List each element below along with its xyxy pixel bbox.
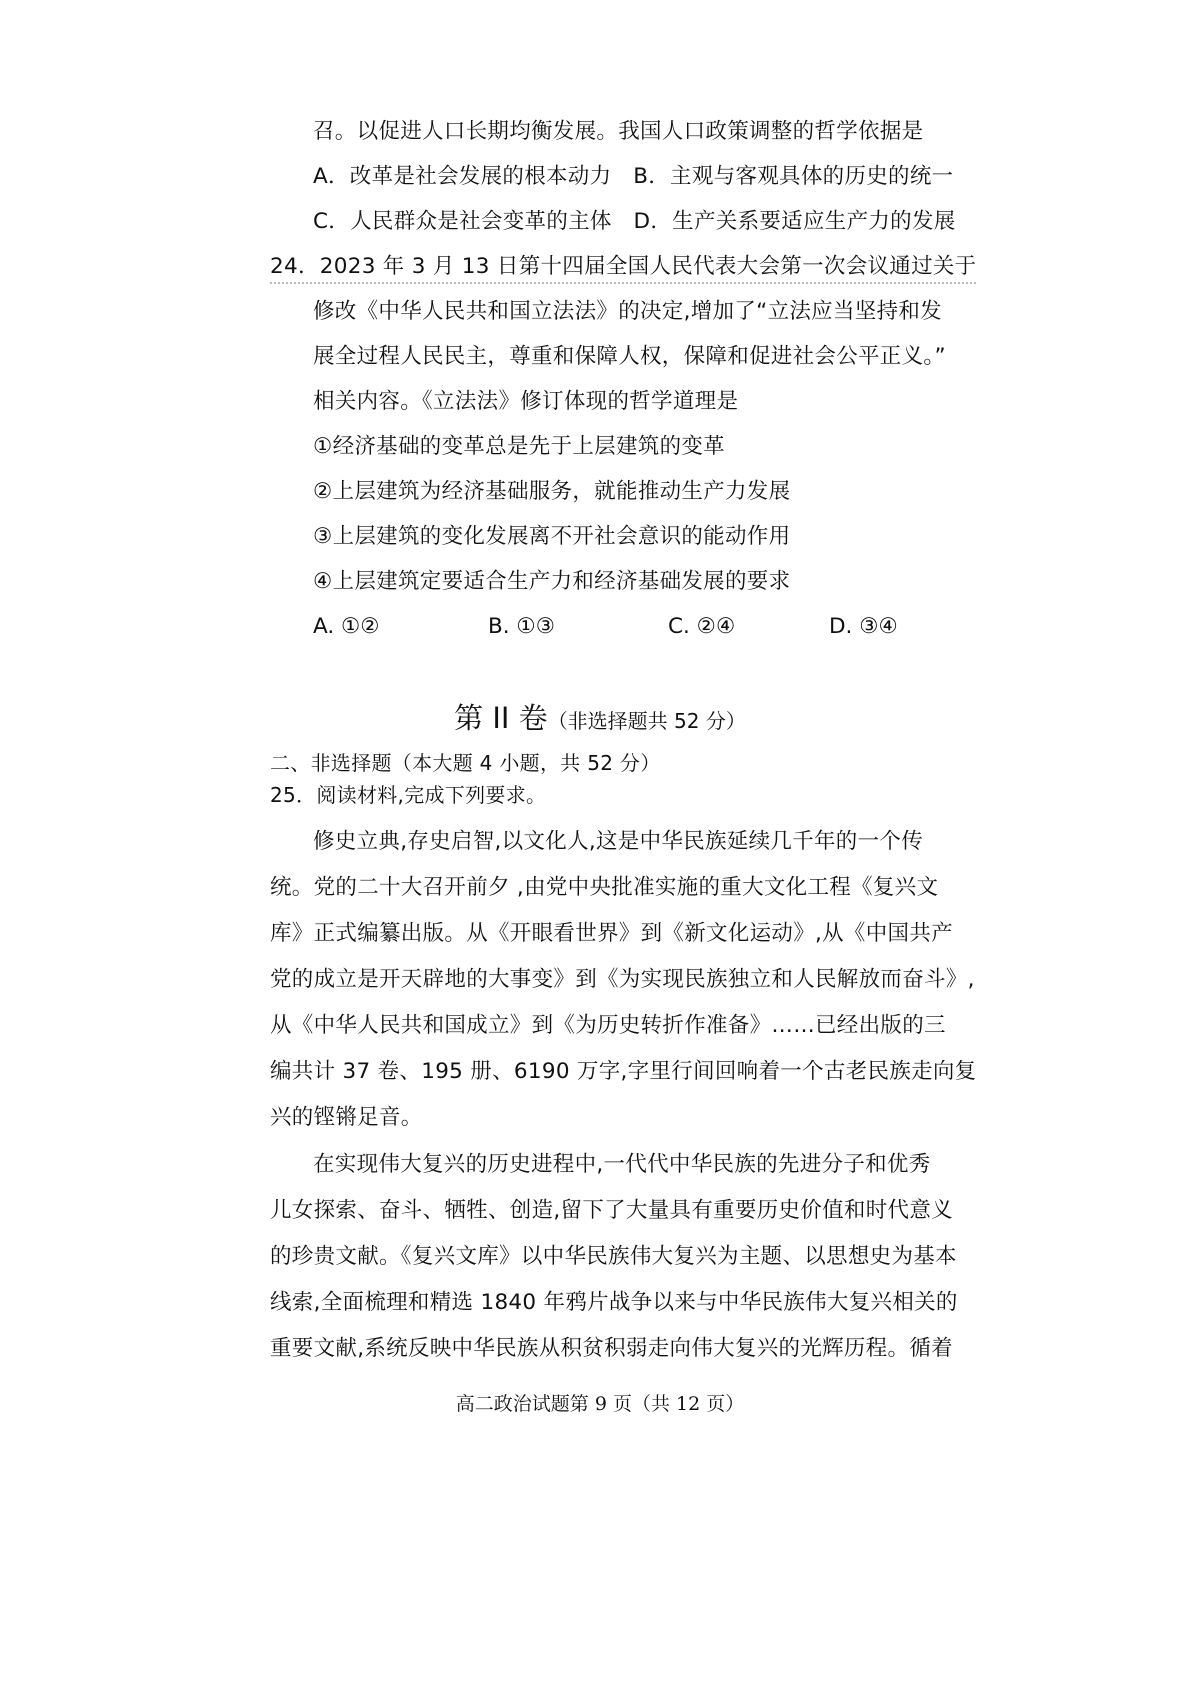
part2-subtitle: （非选择题共 52 分） — [547, 709, 746, 733]
passage-p2-line-3: 的珍贵文献。《复兴文库》以中华民族伟大复兴为主题、以思想史为基本 — [270, 1244, 957, 1269]
q24-option-d: D. ③④ — [829, 614, 898, 639]
q24-option-c: C. ②④ — [668, 614, 736, 639]
part2-title: 第 II 卷 — [454, 701, 548, 735]
q24-stem-line-1: 24．2023 年 3 月 13 日第十四届全国人民代表大会第一次会议通过关于 — [270, 252, 976, 284]
q24-option-b: B. ①③ — [488, 614, 555, 639]
q24-item-4: ④上层建筑定要适合生产力和经济基础发展的要求 — [313, 569, 791, 594]
passage-p1-line-4: 党的成立是开天辟地的大事变》到《为实现民族独立和人民解放而奋斗》, — [270, 967, 975, 992]
q24-option-a: A. ①② — [313, 614, 380, 639]
q23-options-ab: A．改革是社会发展的根本动力 B．主观与客观具体的历史的统一 — [313, 164, 954, 189]
q24-stem-line-2: 修改《中华人民共和国立法法》的决定,增加了“立法应当坚持和发 — [313, 299, 942, 324]
passage-p2-line-1: 在实现伟大复兴的历史进程中,一代代中华民族的先进分子和优秀 — [313, 1152, 931, 1177]
section-heading: 二、非选择题（本大题 4 小题，共 52 分） — [270, 751, 661, 775]
passage-p2-line-5: 重要文献,系统反映中华民族从积贫积弱走向伟大复兴的光辉历程。循着 — [270, 1336, 953, 1361]
page-footer: 高二政治试题第 9 页（共 12 页） — [455, 1393, 745, 1415]
q23-options-cd: C．人民群众是社会变革的主体 D．生产关系要适应生产力的发展 — [313, 209, 956, 234]
passage-p1-line-7: 兴的铿锵足音。 — [270, 1105, 423, 1130]
q23-stem-line: 召。以促进人口长期均衡发展。我国人口政策调整的哲学依据是 — [313, 119, 924, 144]
q24-item-2: ②上层建筑为经济基础服务，就能推动生产力发展 — [313, 479, 791, 504]
passage-p1-line-2: 统。党的二十大召开前夕 ,由党中央批准实施的重大文化工程《复兴文 — [270, 875, 939, 900]
passage-p1-line-5: 从《中华人民共和国成立》到《为历史转折作准备》……已经出版的三 — [270, 1013, 946, 1038]
passage-p1-line-6: 编共计 37 卷、195 册、6190 万字,字里行间回响着一个古老民族走向复 — [270, 1059, 977, 1084]
q25-prompt: 25．阅读材料,完成下列要求。 — [270, 783, 547, 807]
passage-p1-line-1: 修史立典,存史启智,以文化人,这是中华民族延续几千年的一个传 — [313, 829, 924, 854]
q24-stem-line-3: 展全过程人民民主，尊重和保障人权，保障和促进社会公平正义。” — [313, 344, 946, 369]
part2-heading — [0, 698, 1200, 743]
q24-stem-line-4: 相关内容。《立法法》修订体现的哲学道理是 — [313, 389, 739, 414]
q24-item-1: ①经济基础的变革总是先于上层建筑的变革 — [313, 434, 725, 459]
passage-p2-line-4: 线索,全面梳理和精选 1840 年鸦片战争以来与中华民族伟大复兴相关的 — [270, 1290, 958, 1315]
passage-p2-line-2: 儿女探索、奋斗、牺牲、创造,留下了大量具有重要历史价值和时代意义 — [270, 1198, 953, 1223]
passage-p1-line-3: 库》正式编纂出版。从《开眼看世界》到《新文化运动》,从《中国共产 — [270, 921, 953, 946]
q24-item-3: ③上层建筑的变化发展离不开社会意识的能动作用 — [313, 524, 791, 549]
